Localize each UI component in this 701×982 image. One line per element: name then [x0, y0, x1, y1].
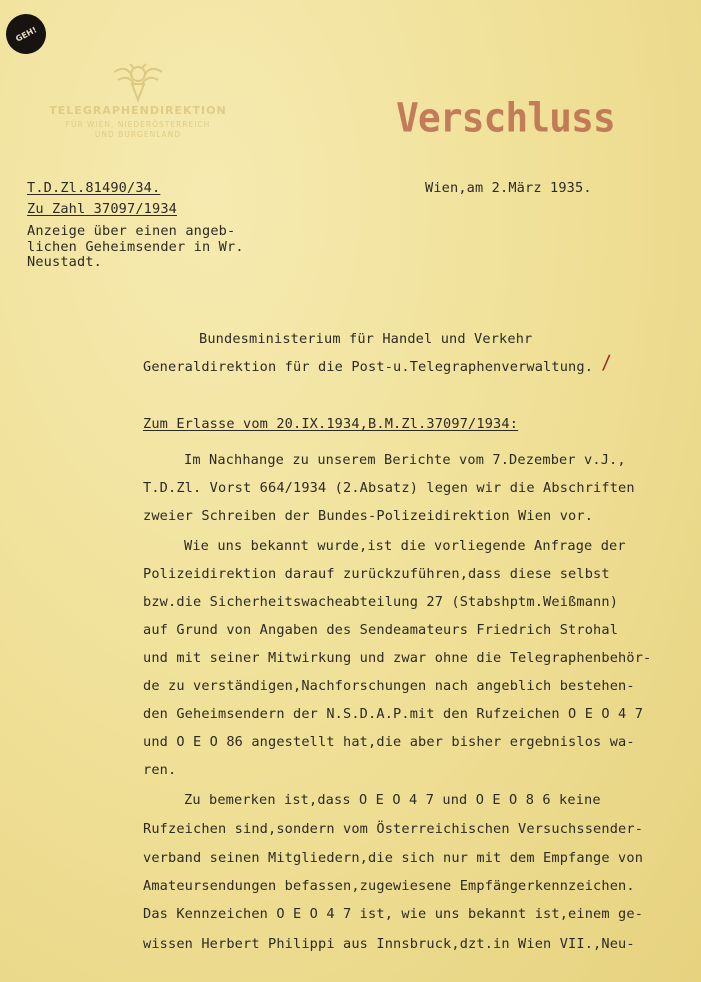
body-line: zweier Schreiben der Bundes-Polizeidirektion Wien vor. — [143, 508, 594, 524]
subject-line-2: lichen Geheimsender in Wr. — [27, 239, 244, 255]
body-line: auf Grund von Angaben des Sendeamateurs Friedrich Strohal — [143, 622, 619, 638]
handwritten-mark: / — [601, 349, 611, 375]
recipient-line-1: Bundesministerium für Handel und Verkehr — [199, 331, 533, 347]
zu-zahl: Zu Zahl 37097/1934 — [27, 201, 178, 217]
body-line: ren. — [143, 762, 177, 778]
letterhead-line-3: UND BURGENLAND — [94, 130, 182, 139]
letterhead-line-2: FÜR WIEN, NIEDERÖSTERREICH — [65, 120, 211, 129]
body-line: Polizeidirektion darauf zurückzuführen,dass diese selbst — [143, 566, 610, 582]
place-date: Wien,am 2.März 1935. — [425, 180, 592, 196]
eagle-emblem-icon — [110, 60, 166, 104]
corner-stamp-text: GEH! — [14, 24, 38, 44]
verschluss-stamp: Verschluss — [396, 94, 615, 142]
body-line: Zu bemerken ist,dass O E O 4 7 und O E O 8 6 keine — [184, 792, 601, 808]
body-line: und O E O 86 angestellt hat,die aber bisher ergebnislos wa- — [143, 734, 635, 750]
decree-reference: Zum Erlasse vom 20.IX.1934,B.M.Zl.37097/1934: — [143, 416, 519, 432]
body-line: verband seinen Mitgliedern,die sich nur mit dem Empfange von — [143, 850, 644, 866]
body-line: Rufzeichen sind,sondern vom Österreichischen Versuchssender- — [143, 821, 644, 837]
body-line: Amateursendungen befassen,zugewiesene Empfängerkennzeichen. — [143, 878, 635, 894]
letterhead-line-1: TELEGRAPHENDIREKTION — [49, 104, 227, 117]
body-line: Das Kennzeichen O E O 4 7 ist, wie uns bekannt ist,einem ge- — [143, 906, 644, 922]
reference-number: T.D.Zl.81490/34. — [27, 180, 161, 196]
body-line: den Geheimsendern der N.S.D.A.P.mit den Rufzeichen O E O 4 7 — [143, 706, 644, 722]
body-line: wissen Herbert Philippi aus Innsbruck,dzt.in Wien VII.,Neu- — [143, 936, 635, 952]
body-line: T.D.Zl. Vorst 664/1934 (2.Absatz) legen wir die Abschriften — [143, 480, 635, 496]
subject-line-1: Anzeige über einen angeb- — [27, 223, 236, 239]
body-line: Wie uns bekannt wurde,ist die vorliegende Anfrage der — [184, 538, 626, 554]
body-line: bzw.die Sicherheitswacheabteilung 27 (Stabshptm.Weißmann) — [143, 594, 619, 610]
body-line: Im Nachhange zu unserem Berichte vom 7.Dezember v.J., — [184, 452, 626, 468]
recipient-line-2: Generaldirektion für die Post-u.Telegraphenverwaltung. — [143, 359, 594, 375]
body-line: de zu verständigen,Nachforschungen nach angeblich bestehen- — [143, 678, 635, 694]
letterhead — [48, 60, 228, 150]
body-line: und mit seiner Mitwirkung und zwar ohne die Telegraphenbehör- — [143, 650, 652, 666]
subject-line-3: Neustadt. — [27, 254, 103, 270]
corner-stamp — [0, 7, 53, 61]
